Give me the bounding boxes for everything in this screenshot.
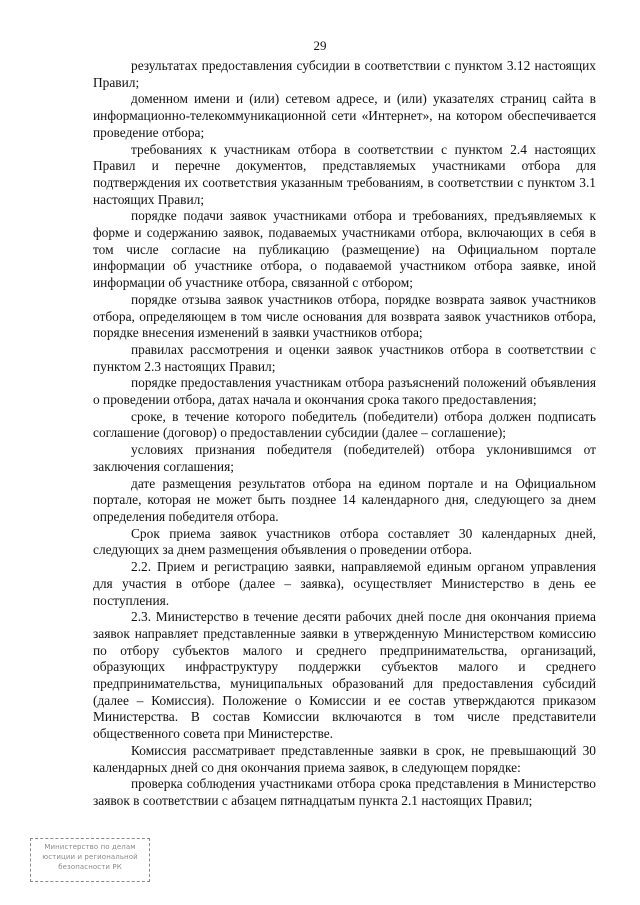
paragraph-section-2-3: 2.3. Министерство в течение десяти рабочих дней после дня окончания приема заявок направляет представленные заявки в утвержденную Министерством комиссию по отбору субъектов малого и среднего предпринимательства, организаций, образующих инфраструктуру поддержки субъектов малого и среднего предпринимательства, муниципальных образований для предоставления субсидий (далее – Комиссия). Положение о Комиссии и ее состав утверждаются приказом Министерства. В состав Комиссии включаются в том числе представители общественного совета при Министерстве. [93, 609, 596, 742]
paragraph-participant-requirements: требованиях к участникам отбора в соответствии с пунктом 2.4 настоящих Правил и перечне документов, представляемых участниками отбора для подтверждения их соответствия указанным требованиям, в соответствии с пунктом 3.1 настоящих Правил; [93, 141, 596, 207]
paragraph-acceptance-period: Срок приема заявок участников отбора составляет 30 календарных дней, следующих за днем размещения объявления о проведении отбора. [93, 525, 596, 558]
paragraph-application-procedure: порядке подачи заявок участниками отбора и требованиях, предъявляемых к форме и содержанию заявок, подаваемых участниками отбора, включающих в себя в том числе согласие на публикацию (размещение) на Официальном портале информации об участнике отбора, о подаваемой участником отбора заявке, иной информации об участнике отбора, связанной с отбором; [93, 208, 596, 291]
paragraph-evasion-conditions: условиях признания победителя (победителей) отбора уклонившимся от заключения соглашения; [93, 442, 596, 474]
paragraph-agreement-deadline: сроке, в течение которого победитель (победители) отбора должен подписать соглашение (договор) о предоставлении субсидии (далее – соглашение); [93, 408, 596, 441]
paragraph-results-publication: дате размещения результатов отбора на едином портале и на Официальном портале, которая не может быть позднее 14 календарного дня, следующего за днем определения победителя отбора. [93, 475, 596, 524]
document-body [93, 58, 596, 810]
paragraph-commission-review: Комиссия рассматривает представленные заявки в срок, не превышающий 30 календарных дней со дня окончания приема заявок, в следующем порядке: [93, 742, 596, 775]
page-number: 29 [313, 38, 327, 53]
stamp-line: юстиции и региональной [42, 853, 138, 861]
stamp-line: безопасности РК [58, 863, 122, 871]
stamp-line: Министерство по делам [44, 843, 136, 851]
paragraph-deadline-check: проверка соблюдения участниками отбора срока представления в Министерство заявок в соответствии с абзацем пятнадцатым пункта 2.1 настоящих Правил; [93, 776, 596, 808]
paragraph-section-2-2: 2.2. Прием и регистрацию заявки, направляемой единым органом управления для участия в отборе (далее – заявка), осуществляет Министерство в день ее поступления. [93, 559, 596, 608]
registration-stamp [30, 838, 150, 882]
paragraph-domain-name: доменном имени и (или) сетевом адресе, и (или) указателях страниц сайта в информационно-телекоммуникационной сети «Интернет», на котором обеспечивается проведение отбора; [93, 91, 596, 140]
paragraph-subsidy-results: результатах предоставления субсидии в соответствии с пунктом 3.12 настоящих Правил; [93, 58, 596, 90]
paragraph-clarifications: порядке предоставления участникам отбора разъяснений положений объявления о проведении отбора, датах начала и окончания срока такого предоставления; [93, 375, 596, 408]
paragraph-application-withdrawal: порядке отзыва заявок участников отбора, порядке возврата заявок участников отбора, определяющем в том числе основания для возврата заявок участников отбора, порядке внесения изменений в заявки участников отбора; [93, 291, 596, 341]
paragraph-evaluation-rules: правилах рассмотрения и оценки заявок участников отбора в соответствии с пунктом 2.3 настоящих Правил; [93, 341, 596, 374]
